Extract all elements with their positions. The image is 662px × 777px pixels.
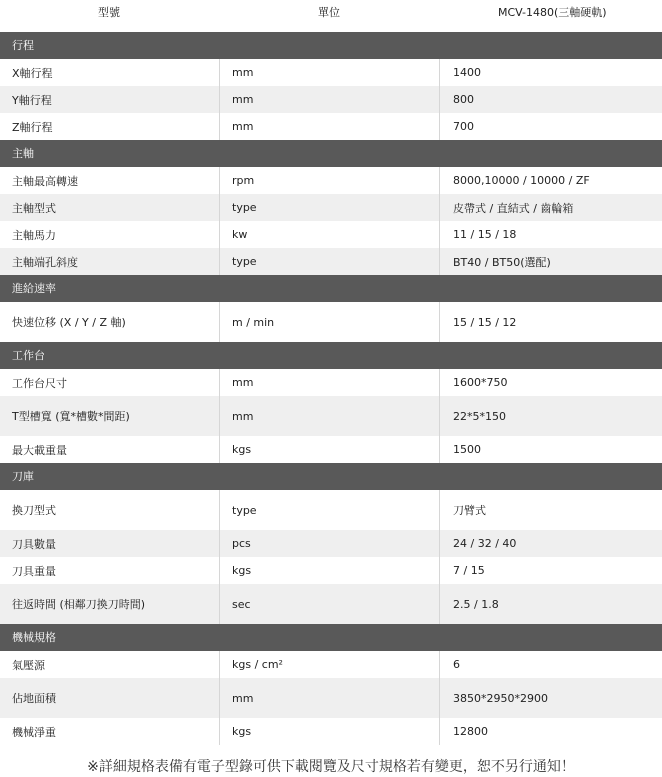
spec-name-cell: Y軸行程 [0,86,220,113]
spec-value-cell: 1500 [453,443,481,456]
section-header: 主軸 [0,140,662,167]
spec-name-cell: Z軸行程 [0,113,220,140]
table-row [0,59,662,86]
spec-value-cell: 刀臂式 [453,504,486,517]
spec-unit-cell: kgs [220,557,440,584]
spec-name-cell: 刀具數量 [0,530,220,557]
spec-unit-cell: mm [220,59,440,86]
spec-unit-cell: type [220,490,440,530]
spec-unit-cell: mm [220,369,440,396]
table-row [0,221,662,248]
table-header [0,0,662,32]
spec-table [0,32,662,745]
table-row [0,113,662,140]
spec-name-cell: 機械淨重 [0,718,220,745]
table-row [0,396,662,436]
spec-name-cell: 刀具重量 [0,557,220,584]
spec-value-cell: 11 / 15 / 18 [453,228,517,241]
spec-value-cell: 2.5 / 1.8 [453,597,499,611]
spec-name-cell: 快速位移 (X / Y / Z 軸) [0,302,220,342]
spec-value-cell: BT40 / BT50(選配) [453,255,551,269]
spec-value-cell: 7 / 15 [453,564,485,577]
section-header: 工作台 [0,342,662,369]
table-row [0,651,662,678]
spec-unit-cell: mm [220,678,440,718]
table-row [0,557,662,584]
spec-value-cell: 24 / 32 / 40 [453,537,517,550]
spec-name-cell: 氣壓源 [0,651,220,678]
spec-unit-cell: kgs [220,436,440,463]
spec-value-cell: 8000,10000 / 10000 / ZF [453,174,590,187]
spec-unit-cell: kgs / cm² [220,651,440,678]
spec-value-cell: 6 [453,658,460,671]
spec-unit-cell: rpm [220,167,440,194]
header-model: 型號 [98,6,120,19]
spec-value-cell: 15 / 15 / 12 [453,315,517,329]
spec-value-cell: 皮帶式 / 直結式 / 齒輪箱 [453,201,574,215]
spec-unit-cell: mm [220,86,440,113]
table-row [0,86,662,113]
spec-unit-cell: m / min [220,302,440,342]
footer-note: ※詳細規格表備有電子型錄可供下載閱覽及尺寸規格若有變更，恕不另行通知！ [87,759,575,775]
spec-value-cell: 1600*750 [453,376,508,389]
table-row [0,194,662,221]
table-row [0,584,662,624]
spec-name-cell: 換刀型式 [0,490,220,530]
spec-name-cell: 佔地面積 [0,678,220,718]
table-row [0,369,662,396]
spec-name-cell: 工作台尺寸 [0,369,220,396]
spec-value-cell: 12800 [453,725,488,738]
section-header: 進給速率 [0,275,662,302]
spec-unit-cell: kw [220,221,440,248]
spec-name-cell: X軸行程 [0,59,220,86]
table-row [0,436,662,463]
spec-name-cell: 主軸最高轉速 [0,167,220,194]
spec-value-cell: 700 [453,120,474,133]
spec-unit-cell: sec [220,584,440,624]
table-row [0,530,662,557]
spec-value-cell: 1400 [453,66,481,79]
spec-name-cell: 往返時間 (相鄰刀換刀時間) [0,584,220,624]
spec-name-cell: T型槽寬 (寬*槽數*間距) [0,396,220,436]
spec-name-cell: 主軸端孔斜度 [0,248,220,275]
spec-name-cell: 主軸馬力 [0,221,220,248]
table-row [0,167,662,194]
spec-unit-cell: kgs [220,718,440,745]
spec-name-cell: 最大載重量 [0,436,220,463]
table-row [0,718,662,745]
spec-unit-cell: pcs [220,530,440,557]
table-row [0,490,662,530]
spec-unit-cell: type [220,194,440,221]
section-header: 刀庫 [0,463,662,490]
header-model-name: MCV-1480(三軸硬軌) [498,6,607,19]
spec-value-cell: 800 [453,93,474,106]
spec-name-cell: 主軸型式 [0,194,220,221]
table-row [0,302,662,342]
table-row [0,678,662,718]
spec-unit-cell: mm [220,396,440,436]
spec-unit-cell: type [220,248,440,275]
section-header: 行程 [0,32,662,59]
table-row [0,248,662,275]
spec-value-cell: 3850*2950*2900 [453,691,548,705]
spec-unit-cell: mm [220,113,440,140]
spec-value-cell: 22*5*150 [453,409,506,423]
section-header: 機械規格 [0,624,662,651]
header-unit: 單位 [318,6,340,19]
